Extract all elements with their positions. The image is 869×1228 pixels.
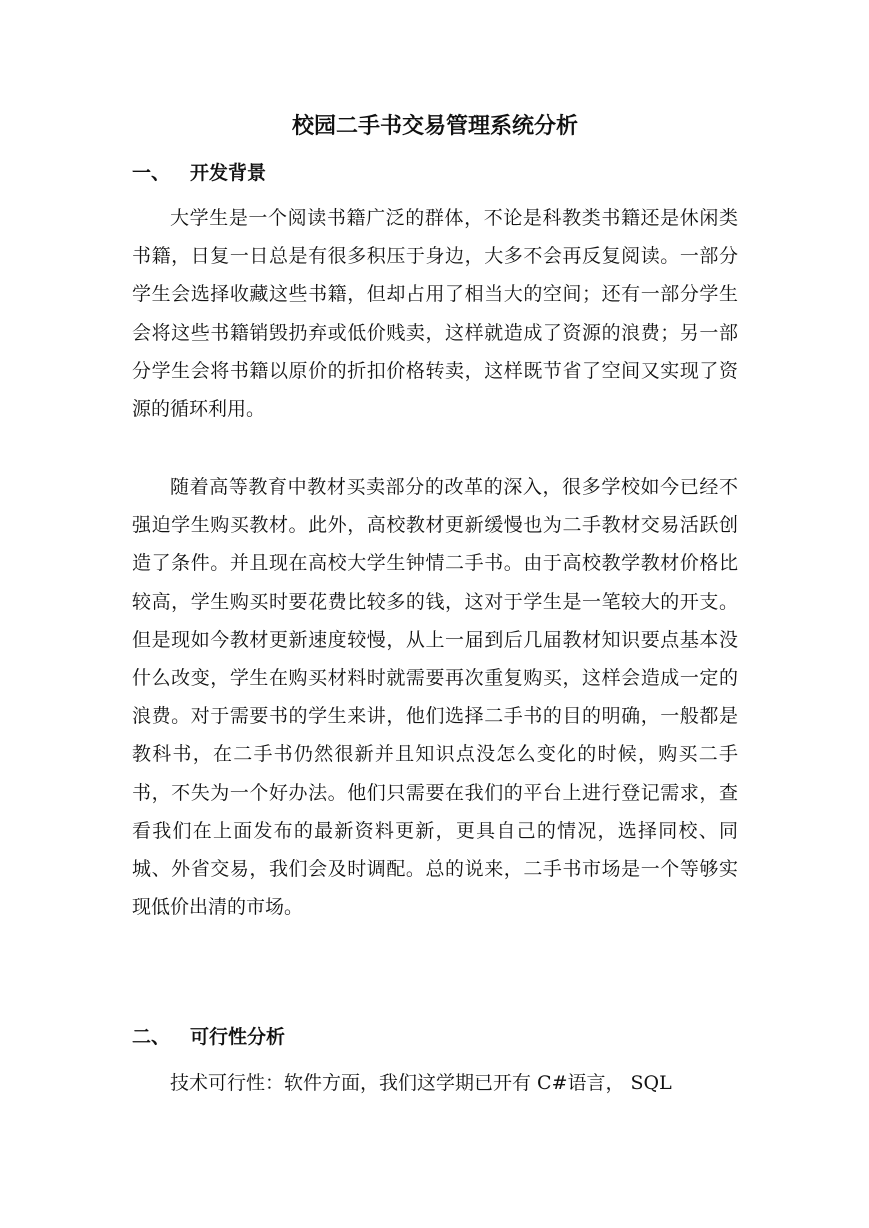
paragraph-feasibility-1: 技术可行性：软件方面，我们这学期已开有 C#语言， SQL [170, 1072, 672, 1094]
document-title: 校园二手书交易管理系统分析 [291, 113, 578, 139]
section-number: 二、 [132, 1026, 171, 1048]
section-number: 一、 [132, 162, 171, 184]
paragraph-background-2: 随着高等教育中教材买卖部分的改革的深入，很多学校如今已经不强迫学生购买教材。此外，高校教材更新缓慢也为二手教材交易活跃创造了条件。并且现在高校大学生钟情二手书。由于高校教学教材价格比较高，学生购买时要花费比较多的钱，这对于学生是一笔较大的开支。但是现如今教材更新速度较慢，从上一届到后几届教材知识要点基本没什么改变，学生在购买材料时就需要再次重复购买，这样会造成一定的浪费。对于需要书的学生来讲，他们选择二手书的目的明确，一般都是教科书，在二手书仍然很新并且知识点没怎么变化的时候，购买二手书，不失为一个好办法。他们只需要在我们的平台上进行登记需求，查看我们在上面发布的最新资料更新，更具自己的情况，选择同校、同城、外省交易，我们会及时调配。总的说来，二手书市场是一个等够实现低价出清的市场。 [132, 476, 738, 919]
section-heading-text: 开发背景 [190, 162, 267, 184]
section-heading-background [132, 158, 266, 188]
paragraph-background-1: 大学生是一个阅读书籍广泛的群体，不论是科教类书籍还是休闲类书籍，日复一日总是有很多积压于身边，大多不会再反复阅读。一部分学生会选择收藏这些书籍，但却占用了相当大的空间；还有一部分学生会将这些书籍销毁扔弃或低价贱卖，这样就造成了资源的浪费；另一部分学生会将书籍以原价的折扣价格转卖，这样既节省了空间又实现了资源的循环利用。 [132, 207, 738, 421]
section-heading-feasibility [132, 1022, 285, 1052]
section-heading-text: 可行性分析 [190, 1026, 286, 1048]
